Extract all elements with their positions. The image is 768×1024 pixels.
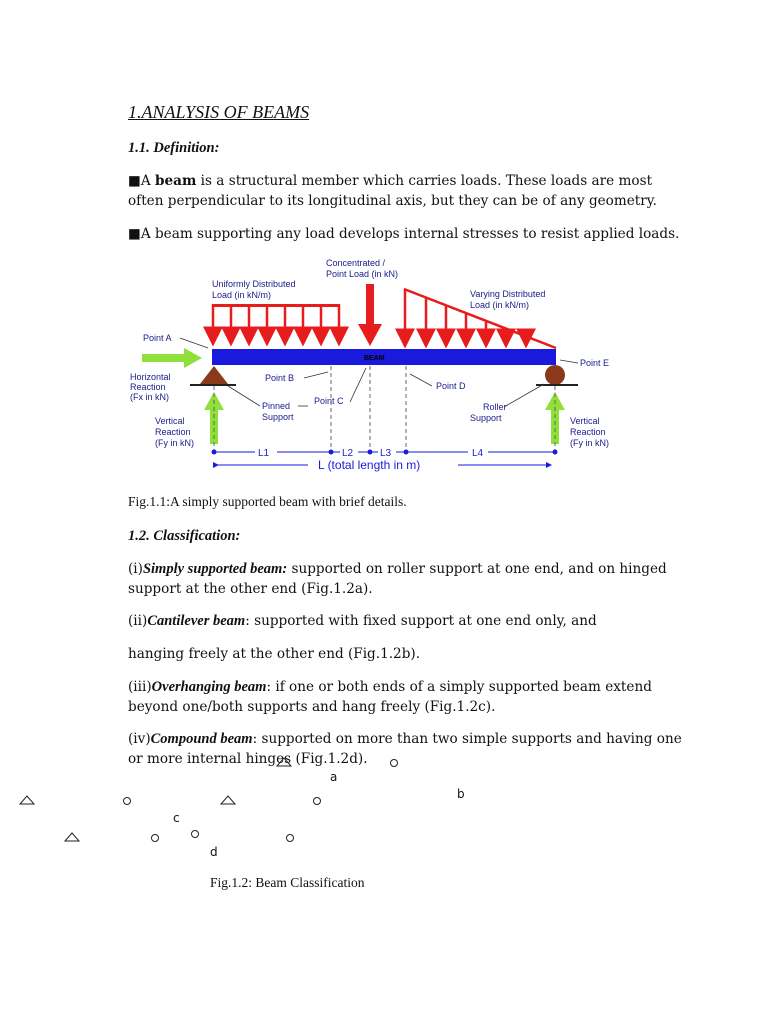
- term-cantilever: Cantilever beam: [147, 613, 246, 629]
- classification-item-ii-continued: hanging freely at the other end (Fig.1.2b).: [128, 646, 421, 662]
- dim-total: L (total length in m): [318, 458, 421, 472]
- hinge-circle-icon: [192, 831, 199, 838]
- roller-circle-icon: [391, 760, 398, 767]
- beam-label: BEAM: [364, 355, 385, 362]
- label-point-a: Point A: [143, 333, 172, 343]
- label-roller-2: Support: [470, 413, 502, 423]
- figure-2-label-a: a: [330, 770, 338, 784]
- label-hr-1: Horizontal: [130, 372, 171, 382]
- roller-circle-icon: [287, 835, 294, 842]
- item-number: (ii): [128, 613, 148, 629]
- item-text: : if one or both ends of a simply supported beam extend beyond one/both supports and hang freely (Fig.1.2c).: [128, 679, 652, 715]
- item-text: supported on roller support at one end, and on hinged support at the other end (Fig.1.2a).: [128, 561, 667, 597]
- uniform-load: [212, 304, 340, 344]
- roller-circle-icon: [314, 798, 321, 805]
- figure-2-caption: Fig.1.2: Beam Classification: [210, 875, 365, 890]
- item-text: : supported on more than two simple supports and having one or more internal hinges (Fig.1.2d).: [128, 731, 682, 767]
- roller-circle-icon: [124, 798, 131, 805]
- term-beam: beam: [154, 173, 197, 189]
- label-vr-right-1: Vertical: [570, 416, 600, 426]
- item-number: (iii): [128, 679, 152, 695]
- label-hr-3: (Fx in kN): [130, 392, 169, 402]
- figure-2-label-b: b: [457, 787, 465, 801]
- label-vr-right-2: Reaction: [570, 427, 606, 437]
- label-vdl-1: Varying Distributed: [470, 289, 546, 299]
- term-simply-supported: Simply supported beam:: [142, 561, 288, 577]
- label-hr-2: Reaction: [130, 382, 166, 392]
- dim-l1: L1: [258, 448, 270, 459]
- label-roller-1: Roller: [483, 402, 507, 412]
- term-overhanging: Overhanging beam: [151, 679, 267, 695]
- classification-item-ii: [128, 611, 688, 631]
- label-vr-left-1: Vertical: [155, 416, 185, 426]
- definition-text: is a structural member which carries loads. These loads are most often perpendicular to its longitudinal axis, but they can be of any geometry.: [128, 173, 657, 209]
- label-udl-1: Uniformly Distributed: [212, 279, 296, 289]
- label-concentrated-2: Point Load (in kN): [326, 269, 399, 279]
- roller-circle-icon: [152, 835, 159, 842]
- label-vr-right-3: (Fy in kN): [570, 438, 609, 448]
- label-concentrated-1: Concentrated /: [326, 258, 386, 268]
- page-title: 1.ANALYSIS OF BEAMS: [128, 102, 310, 122]
- figure-2-label-c: c: [173, 811, 180, 825]
- figure-1-caption: Fig.1.1:A simply supported beam with brief details.: [128, 494, 407, 509]
- section-heading-definition: 1.1. Definition:: [128, 140, 220, 156]
- label-vr-left-2: Reaction: [155, 427, 191, 437]
- support-triangle-icon: [221, 796, 235, 804]
- definition-paragraph-1: [128, 171, 688, 211]
- term-compound: Compound beam: [150, 731, 253, 747]
- figure-2-label-d: d: [210, 845, 218, 859]
- horizontal-reaction-arrow: [142, 348, 202, 368]
- bullet: ■A: [128, 173, 155, 189]
- support-triangle-icon: [20, 796, 34, 804]
- label-pinned-1: Pinned: [262, 401, 291, 411]
- beam-diagram: [128, 256, 628, 478]
- point-load-arrow: [358, 284, 382, 346]
- label-point-e: Point E: [580, 358, 610, 368]
- item-number: (i): [128, 561, 143, 577]
- label-udl-2: Load (in kN/m): [212, 290, 272, 300]
- roller-support: [536, 365, 578, 386]
- dim-l2: L2: [342, 448, 354, 459]
- section-heading-classification: 1.2. Classification:: [128, 528, 241, 544]
- support-triangle-icon: [65, 833, 79, 841]
- classification-item-iii: [128, 677, 688, 717]
- dim-l3: L3: [380, 448, 392, 459]
- label-point-d: Point D: [436, 381, 466, 391]
- label-point-b: Point B: [265, 373, 295, 383]
- item-text: : supported with fixed support at one end only, and: [245, 613, 597, 629]
- dim-l4: L4: [472, 448, 484, 459]
- classification-item-i: [128, 559, 688, 599]
- label-vr-left-3: (Fy in kN): [155, 438, 194, 448]
- item-number: (iv): [128, 731, 151, 747]
- label-vdl-2: Load (in kN/m): [470, 300, 530, 310]
- definition-paragraph-2: ■A beam supporting any load develops internal stresses to resist applied loads.: [128, 226, 680, 242]
- pinned-support: [190, 366, 236, 386]
- support-triangle-icon: [277, 758, 291, 766]
- label-point-c: Point C: [314, 396, 344, 406]
- beam-classification-sketch: [0, 752, 768, 852]
- label-pinned-2: Support: [262, 412, 294, 422]
